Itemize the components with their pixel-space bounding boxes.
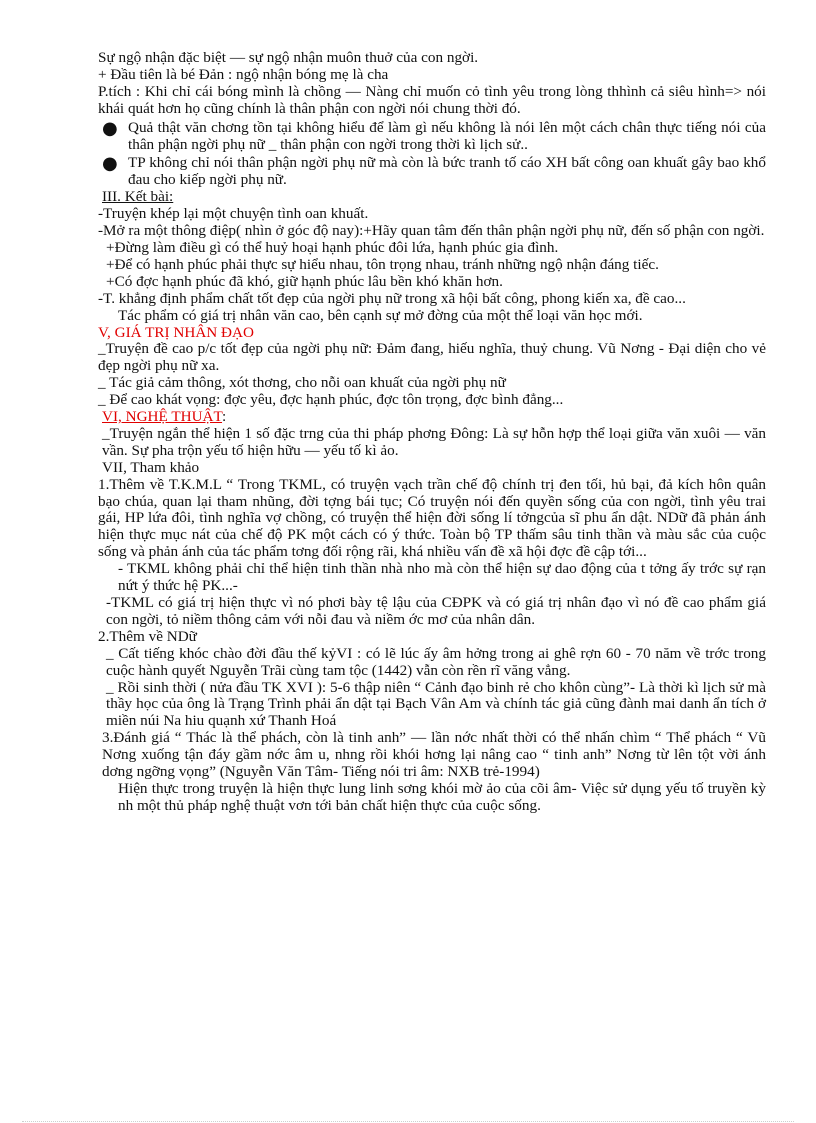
document-page <box>98 50 766 815</box>
ket-bai-line-7: Tác phẩm có giá trị nhân văn cao, bên cạnh sự mở đờng của một thể loại văn học mới. <box>118 306 643 324</box>
ket-bai-line-2: -Mở ra một thông điệp( nhìn ở góc độ nay):+Hãy quan tâm đến thân phận ngời phụ nữ, đến số phận con ngời. <box>98 222 765 240</box>
intro-line-2: + Đầu tiên là bé Đản : ngộ nhận bóng mẹ là cha <box>98 65 389 83</box>
tham-khao-p3: -TKML có giá trị hiện thực vì nó phơi bày tệ lậu của CĐPK và có giá trị nhân đạo vì nó đề cao phẩm giá con ngời, tỏ niềm thông cảm với nỗi đau và niềm ớc mơ của nhân dân. <box>106 594 766 628</box>
nghe-thuat-line-1: _Truyện ngắn thể hiện 1 số đặc trng của thi pháp phơng Đông: Là sự hỗn hợp thể loại giữa văn xuôi — văn vần. Sự pha trộn yếu tố hiện hữu — yếu tố kì ảo. <box>102 424 766 459</box>
tham-khao-p2: - TKML không phải chỉ thể hiện tinh thần nhà nho mà còn thể hiện sự dao động của t tởng ấy trớc sự rạn nứt ý thức hệ PK...- <box>118 560 766 595</box>
nhan-dao-line-1: _Truyện đề cao p/c tốt đẹp của ngời phụ nữ: Đảm đang, hiếu nghĩa, thuỷ chung. Vũ Nơng - Đại diện cho vẻ đẹp ngời phụ nữ xa. <box>98 340 766 375</box>
tham-khao-heading: VII, Tham khảo <box>102 458 200 476</box>
nhan-dao-line-2: _ Tác giả cảm thông, xót thơng, cho nỗi oan khuất của ngời phụ nữ <box>98 374 506 392</box>
tham-khao-p7: 3.Đánh giá “ Thác là thể phách, còn là tinh anh” — lần nớc nhất thời có thể nhấn chìm “ Thể phách “ Vũ Nơng xuống tận đáy gầm nớc âm u, nhng rồi khói hơng lại nâng cao “ tinh anh” Nơng từ lên tột vời ánh dơng ngỡng vọng” (Nguyễn Văn Tâm- Tiếng nói tri âm: NXB trẻ-1994) <box>102 729 766 781</box>
bullet-item-2 <box>98 155 766 189</box>
intro-line-1: Sự ngộ nhận đặc biệt — sự ngộ nhận muôn thuở của con ngời. <box>98 49 479 66</box>
nghe-thuat-heading: VI, NGHỆ THUẬT <box>102 408 223 426</box>
tham-khao-p4: 2.Thêm về NDữ <box>98 627 197 645</box>
nghe-thuat-heading-row <box>98 409 766 426</box>
nhan-dao-line-3: _ Để cao khát vọng: đợc yêu, đợc hạnh phúc, đợc tôn trọng, đợc bình đẳng... <box>98 391 564 409</box>
tham-khao-p6: _ Rồi sinh thời ( nửa đầu TK XVI ): 5-6 thập niên “ Cảnh đạo binh rẻ cho khôn cùng”- Là thời kì lịch sử mà thầy học của ông là Trạng Trình phải ẩn dật tại Bạch Vân Am và chính tác giả cũng đành mai danh ẩn tích ở miền núi Na hiu quạnh xứ Thanh Hoá <box>106 678 766 730</box>
bullet-text-1: Quả thật văn chơng tồn tại không hiểu để làm gì nếu không là nói lên một cách chân thực tiếng nói của thân phận ngời phụ nữ _ thân phận con ngời trong thời kì lịch sử.. <box>128 118 766 153</box>
ket-bai-line-6: -T. khẳng định phẩm chất tốt đẹp của ngời phụ nữ trong xã hội bất công, phong kiến xa, đề cao... <box>98 289 686 307</box>
tham-khao-p5: _ Cất tiếng khóc chào đời đầu thế kỷVI : có lẽ lúc ấy âm hởng trong ai ghê rợn 60 - 70 năm về trớc trong cuộc hành quyết Nguyễn Trãi cùng tam tộc (1442) vẫn còn rền rĩ văng vẳng. <box>106 644 766 679</box>
intro-paragraph: P.tích : Khi chỉ cái bóng mình là chồng — Nàng chỉ muốn cỏ tình yêu trong lòng thhình cả siêu hình=> nói khái quát hơn họ cũng chính là thân phận con ngời nói chung thời đó. <box>98 82 766 117</box>
nhan-dao-heading: V, GIÁ TRỊ NHÂN ĐẠO <box>98 323 254 341</box>
bullet-item-1 <box>98 117 766 154</box>
bullet-text-2: TP không chỉ nói thân phận ngời phụ nữ mà còn là bức tranh tố cáo XH bất công oan khuất gây bao khổ đau cho kiếp ngời phụ nữ. <box>128 154 766 189</box>
ket-bai-line-1: -Truyện khép lại một chuyện tình oan khuất. <box>98 205 369 223</box>
nghe-thuat-heading-suffix: : <box>222 408 227 426</box>
ket-bai-line-3: +Đừng làm điều gì có thể huỷ hoại hạnh phúc đôi lứa, hạnh phúc gia đình. <box>106 238 559 256</box>
tham-khao-p1: 1.Thêm về T.K.M.L “ Trong TKML, có truyện vạch trần chế độ chính trị đen tối, hủ bại, đả kích hôn quân bạo chúa, quan lại tham nhũng, đời tợng bái tục; Có truyện nói đến quyền sống của con ngời, tình yêu trai gái, HP lứa đôi, tình nghĩa vợ chồng, có truyện thể hiện đời sống lí tởngcủa sĩ phu ẩn dật. NDữ đã phản ánh hiện thực mục nát của chế độ PK một cách có ý thức. Toàn bộ TP thấm sâu tinh thần và màu sắc của cuộc sống và phản ánh của tác phẩm tơng đối rộng rãi, khá nhiều vấn đề xã hội đợc đề cập tới... <box>98 475 766 561</box>
ket-bai-line-4: +Để có hạnh phúc phải thực sự hiểu nhau, tôn trọng nhau, tránh những ngộ nhận đáng tiếc. <box>106 255 659 273</box>
ket-bai-heading: III. Kết bài: <box>102 188 174 206</box>
bullet-icon: ● <box>102 153 118 175</box>
ket-bai-line-5: +Có đợc hạnh phúc đã khó, giữ hạnh phúc lâu bền khó khăn hơn. <box>106 272 503 290</box>
bullet-icon: ● <box>102 117 118 139</box>
tham-khao-p8: Hiện thực trong truyện là hiện thực lung linh sơng khói mờ ảo của cõi âm- Việc sử dụng yếu tố truyền kỳ nh một thủ pháp nghệ thuật vơn tới bản chất hiện thực của cuộc sống. <box>118 779 766 814</box>
page-bottom-divider <box>22 1121 794 1122</box>
